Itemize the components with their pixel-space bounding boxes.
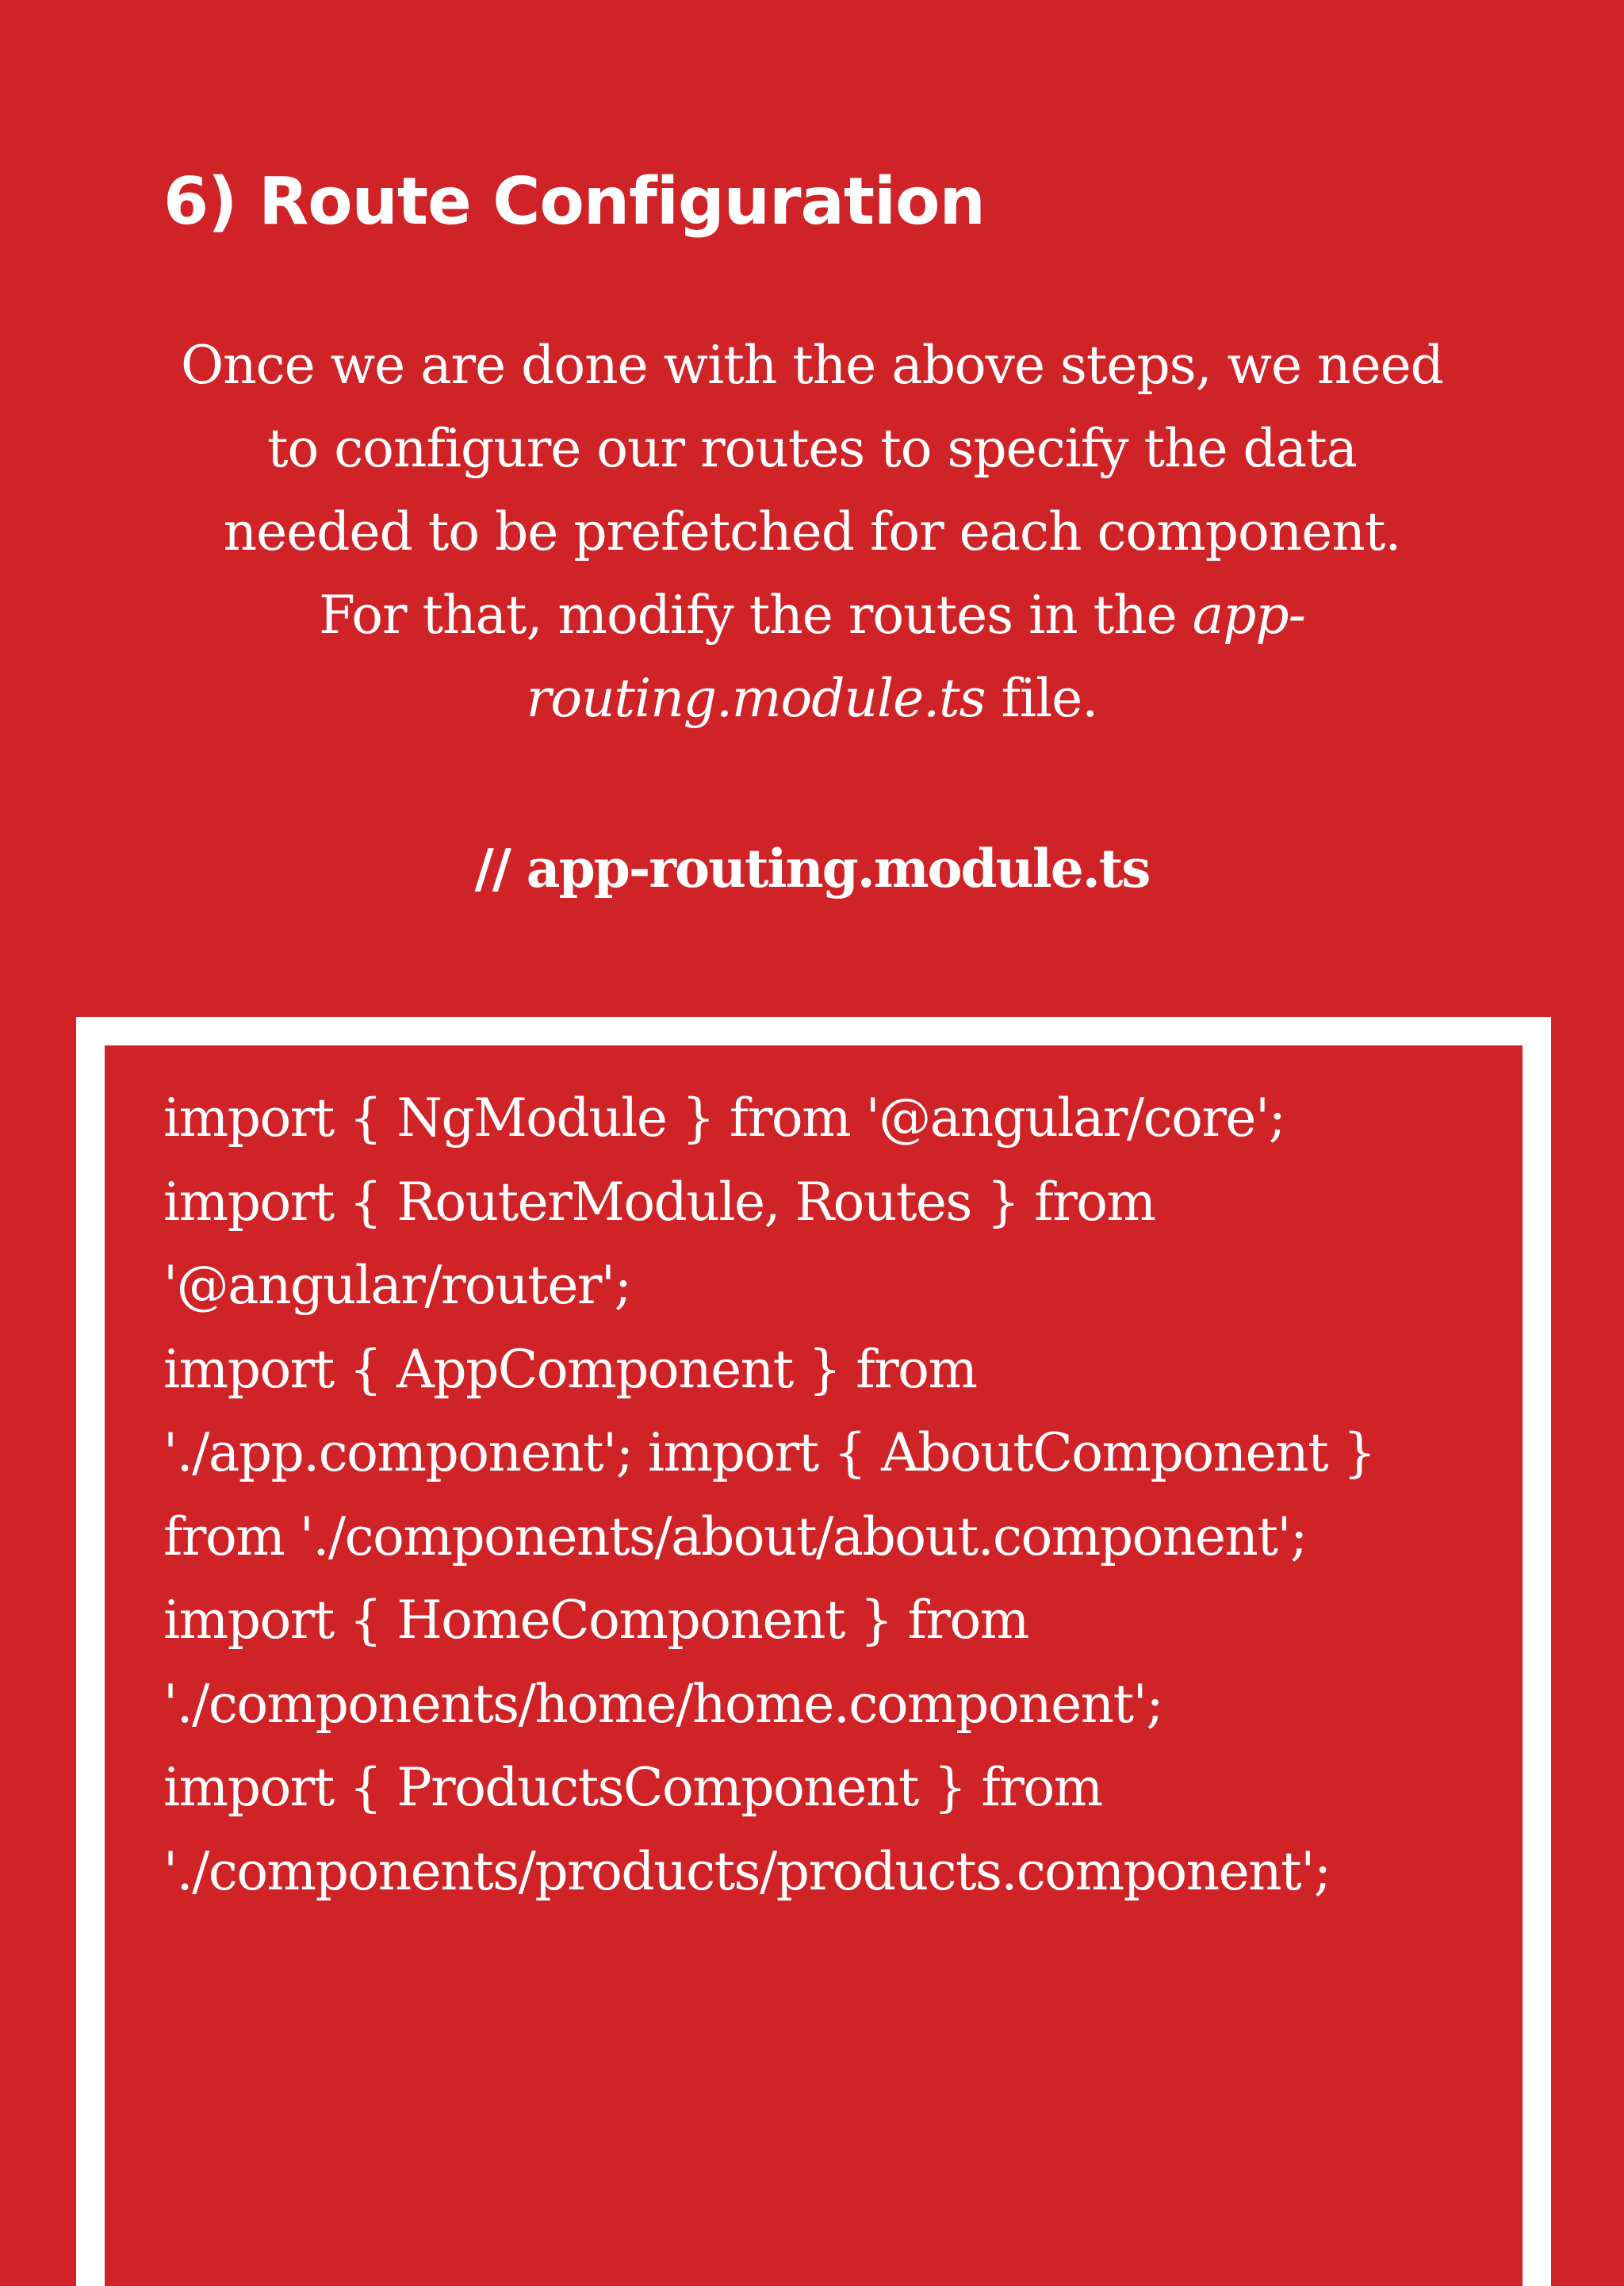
intro-line xyxy=(119,657,1505,740)
code-line: './app.component'; import { AboutComponent } xyxy=(163,1422,1376,1483)
intro-text: file. xyxy=(985,668,1098,729)
code-line: '@angular/router'; xyxy=(163,1255,631,1316)
code-block xyxy=(163,1076,1375,1913)
intro-paragraph xyxy=(119,324,1505,740)
intro-text: For that, modify the routes in the xyxy=(319,585,1193,646)
intro-line: Once we are done with the above steps, we need xyxy=(181,335,1443,396)
code-line: import { NgModule } from '@angular/core'; xyxy=(163,1087,1285,1149)
code-line: import { RouterModule, Routes } from xyxy=(163,1171,1155,1233)
section-heading: 6) Route Configuration xyxy=(163,164,985,240)
intro-line: needed to be prefetched for each component. xyxy=(223,501,1401,562)
code-line: import { ProductsComponent } from xyxy=(163,1757,1102,1818)
code-line: import { AppComponent } from xyxy=(163,1338,977,1400)
code-line: './components/home/home.component'; xyxy=(163,1673,1163,1735)
code-line: import { HomeComponent } from xyxy=(163,1590,1028,1651)
intro-line: to configure our routes to specify the data xyxy=(266,418,1358,479)
code-line: './components/products/products.component'; xyxy=(163,1840,1331,1902)
filename-emphasis: app- xyxy=(1192,585,1305,646)
intro-line xyxy=(119,573,1505,657)
code-file-label: // app-routing.module.ts xyxy=(474,838,1150,899)
code-line: from './components/about/about.component'; xyxy=(163,1505,1307,1567)
filename-emphasis: routing.module.ts xyxy=(526,668,986,729)
